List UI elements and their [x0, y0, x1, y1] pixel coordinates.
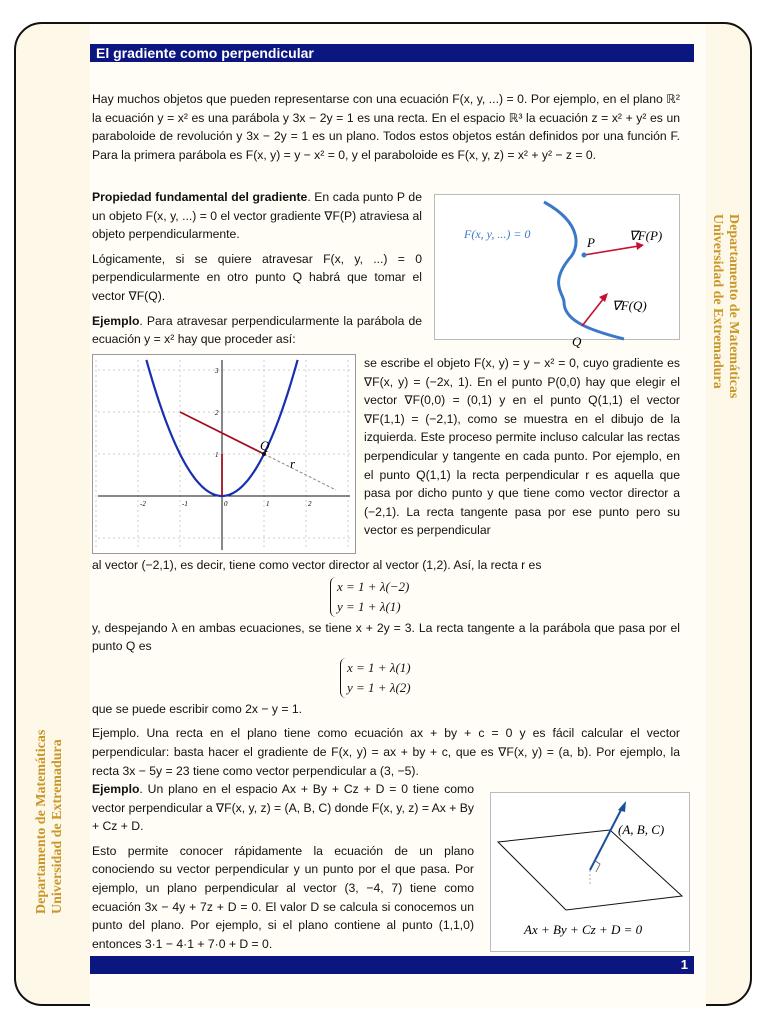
line-r-label: r [290, 456, 296, 471]
example2-paragraph: Ejemplo. Una recta en el plano tiene como ecuación ax + by + c = 0 y es fácil calcular el vector perpendicular: basta hacer el gradiente de F(x, y) = ax + by + c, que es ∇F(x, y) = (a, b). Por ejemplo, la recta 3x − 5y = 23 tiene como vector perpendicular a (3, −5). [92, 726, 680, 778]
y-tick-label: 1 [215, 451, 219, 459]
department-name: Departamento de Matemáticas [34, 729, 49, 914]
section-header: El gradiente como perpendicular [90, 44, 694, 62]
example1-continued [92, 556, 680, 786]
example3-paragraph-2: Esto permite conocer rápidamente la ecuación de un plano conociendo su vector perpendicular y un punto por el que pasa. Por ejemplo, un plano perpendicular al vector (3, −4, 7) tiene como ecuación 3x − 4y + 7z + D = 0. El valor D se calcula si conocemos un punto del plano. Por ejemplo, si el plano contiene al punto (1,1,0) entonces 3·1 − 4·1 + 7·0 + D = 0. [92, 843, 474, 951]
department-side-label-left [34, 684, 66, 914]
property-paragraph [92, 188, 422, 244]
property-block [92, 188, 422, 355]
example3-block [92, 780, 474, 959]
page-footer: 1 [90, 956, 694, 974]
intro-block [92, 90, 680, 170]
curve-label: F(x, y, ...) = 0 [464, 227, 531, 241]
point-p [582, 253, 587, 258]
parabola-plot [92, 354, 356, 554]
example1-right-text: se escribe el objeto F(x, y) = y − x² = 0, cuyo gradiente es ∇F(x, y) = (−2x, 1). En el punto P(0,0) hay que elegir el vector ∇F(0,0) = (0,1) y en el punto Q(1,1) el vector ∇F(1,1) = (−2,1), como se muestra en el dibujo de la izquierda. Este proceso permite incluso calcular las rectas perpendicular y tangente en cada punto. Por ejemplo, en el punto Q(1,1) la recta perpendicular r es aquella que pasa por dicho punto y que tiene como vector director a (−2,1). La recta tangente pasa por ese punto pero su vector es perpendicular [364, 356, 680, 538]
department-side-label-right [709, 214, 741, 434]
figure-border [435, 195, 680, 340]
point-q-label: Q [572, 334, 582, 349]
property-text: . En cada punto P de un objeto F(x, y, ...) = 0 el vector gradiente ∇F(P) atraviesa al objeto perpendicularmente. [92, 190, 422, 242]
x-tick-label: 2 [308, 500, 312, 508]
parametric-system-perpendicular: x = 1 + λ(−2) y = 1 + λ(1) [330, 577, 409, 617]
x-tick-label: -2 [140, 500, 146, 508]
x-tick-label: 0 [224, 500, 228, 508]
example1-full-text: al vector (−2,1), es decir, tiene como vector director al vector (1,2). Así, la recta r es [92, 558, 542, 572]
department-name: Departamento de Matemáticas [726, 214, 741, 399]
university-name: Universidad de Extremadura [710, 214, 725, 389]
y-tick-label: 2 [215, 409, 219, 417]
parametric-system-tangent: x = 1 + λ(1) y = 1 + λ(2) [340, 658, 411, 698]
plane-normal-figure [490, 792, 690, 952]
example3-paragraph: Ejemplo. Un plano en el espacio Ax + By + Cz + D = 0 tiene como vector perpendicular a ∇F(x, y, z) = (A, B, C) donde F(x, y, z) = Ax + By + Cz + D. [92, 782, 474, 834]
after-system-1: y, despejando λ en ambas ecuaciones, se tiene x + 2y = 3. La recta tangente a la parábola que pasa por el punto Q es [92, 620, 680, 654]
example1-right-block [364, 354, 680, 546]
after-system-2: que se puede escribir como 2x − y = 1. [92, 701, 303, 716]
gradient-q-label: ∇F(Q) [612, 298, 647, 313]
intro-paragraph: Hay muchos objetos que pueden representarse con una ecuación F(x, y, ...) = 0. Por ejemplo, en el plano ℝ² la ecuación y = x² es una parábola y 3x − 2y = 1 es una recta. En el espacio ℝ³ la ecuación z = x² + y² es un paraboloide de revolución y 3x − 2y = 1 es un plano. Todos estos objetos están definidos por una función F. Para la primera parábola es F(x, y) = y − x² = 0, y el paraboloide es F(x, y, z) = x² + y² − z = 0. [92, 92, 680, 162]
x-tick-label: 1 [266, 500, 270, 508]
y-tick-label: 3 [215, 367, 219, 375]
plane-equation-label: Ax + By + Cz + D = 0 [524, 922, 643, 937]
gradient-curve-figure [434, 194, 680, 349]
property-title: Propiedad fundamental del gradiente [92, 190, 308, 204]
university-name: Universidad de Extremadura [50, 739, 65, 914]
x-tick-label: -1 [182, 500, 188, 508]
example3-title: Ejemplo [92, 782, 140, 796]
logic-paragraph: Lógicamente, si se quiere atravesar F(x, y, ...) = 0 perpendicularmente en otro punto Q habrá que tomar el vector ∇F(Q). [92, 251, 422, 303]
point-q-label: Q [260, 438, 270, 453]
example1-lead: Ejemplo. Para atravesar perpendicularmente la parábola de ecuación y = x² hay que proceder así: [92, 313, 422, 347]
point-p-label: P [587, 235, 595, 250]
page-frame [14, 22, 752, 1006]
example1-title: Ejemplo [92, 313, 140, 328]
normal-label: (A, B, C) [618, 822, 665, 837]
gradient-p-label: ∇F(P) [629, 228, 663, 243]
